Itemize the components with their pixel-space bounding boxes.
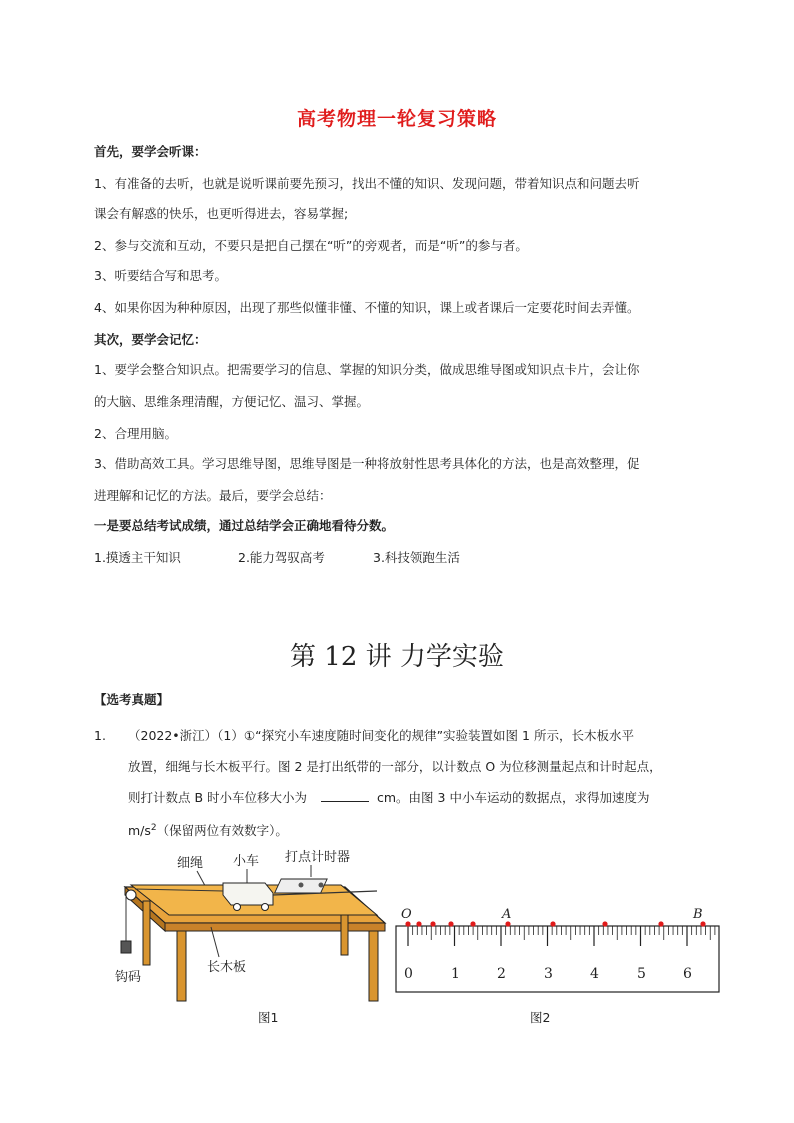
unit-exponent: 2 [150,823,157,833]
s2-item2: 2、合理用脑。 [94,426,177,441]
question-line3-b: cm。由图 3 中小车运动的数据点，求得加速度为 [377,790,650,805]
scale-1: 1 [451,966,460,982]
weight-label: 钩码 [115,970,142,985]
tape-dot [602,921,607,926]
ruler-body [396,926,719,992]
apparatus-figure [115,845,395,1005]
scale-4: 4 [590,966,599,982]
weight-shape [121,941,131,953]
timer-label: 打点计时器 [285,850,351,865]
summary-item-2: 2.能力驾驭高考 [238,550,325,565]
tape-dot [416,921,421,926]
s2-item1-line2: 的大脑、思维条理清醒，方便记忆、温习、掌握。 [94,394,370,409]
scale-3: 3 [544,966,553,982]
board-label: 长木板 [207,960,247,975]
tape-dot [430,921,435,926]
s2-item3-line2: 进理解和记忆的方法。最后，要学会总结： [94,488,332,503]
tape-dot [658,921,663,926]
s1-item1-line1: 1、有准备的去听，也就是说听课前要先预习，找出不懂的知识、发现问题，带着知识点和问题去听 [94,176,640,191]
tape-dot [405,921,410,926]
page-title: 高考物理一轮复习策略 [296,108,497,130]
question-line2: 放置，细绳与长木板平行。图 2 是打出纸带的一部分，以计数点 O 为位移测量起点和计时起点， [128,759,662,774]
answer-blank[interactable] [321,789,369,802]
question-line4 [128,813,728,846]
point-label-o: O [401,907,412,922]
tape-dot [448,921,453,926]
cart-shape [223,883,273,905]
point-label-a: A [502,907,512,922]
s2-item1-line1: 1、要学会整合知识点。把需要学习的信息、掌握的知识分类，做成思维导图或知识点卡片，会让你 [94,362,640,377]
s1-item4: 4、如果你因为种种原因，出现了那些似懂非懂、不懂的知识，课上或者课后一定要花时间去弄懂。 [94,300,640,315]
question-line3-a: 则打计数点 B 时小车位移大小为 [128,790,308,805]
tape-dot [505,921,510,926]
exam-heading: 【选考真题】 [94,692,170,707]
s1-item3: 3、听要结合写和思考。 [94,268,227,283]
summary-item-1: 1.摸透主干知识 [94,550,181,565]
chapter-title: 第 12 讲 力学实验 [290,642,504,672]
rope-label: 细绳 [177,856,204,871]
question-line3 [128,782,728,813]
section1-heading: 首先，要学会听课： [94,144,207,159]
ruler-figure [393,902,723,996]
scale-0: 0 [404,966,413,982]
section2-heading: 其次，要学会记忆： [94,332,207,347]
unit-ms: m/s [128,823,151,839]
figure1-caption: 图1 [258,1010,279,1025]
scale-6: 6 [683,966,692,982]
s1-item1-line2: 课会有解惑的快乐，也更听得进去，容易掌握; [94,206,349,221]
question-number: 1. [94,728,106,743]
scale-5: 5 [637,966,646,982]
tape-dot [470,921,475,926]
question-line1: （2022•浙江）（1）①“探究小车速度随时间变化的规律”实验装置如图 1 所示，长木板水平 [128,728,634,743]
scale-2: 2 [497,966,506,982]
point-label-b: B [693,907,703,922]
question-line4-b: （保留两位有效数字）。 [156,823,288,839]
s2-item3-line1: 3、借助高效工具。学习思维导图，思维导图是一种将放射性思考具体化的方法，也是高效整理，促 [94,456,640,471]
summary-bold: 一是要总结考试成绩，通过总结学会正确地看待分数。 [94,518,395,533]
figure2-caption: 图2 [530,1010,551,1025]
s1-item2: 2、参与交流和互动，不要只是把自己摆在“听”的旁观者，而是“听”的参与者。 [94,238,528,253]
summary-item-3: 3.科技领跑生活 [373,550,460,565]
tape-dot [550,921,555,926]
tape-dot [700,921,705,926]
cart-label: 小车 [233,854,260,869]
